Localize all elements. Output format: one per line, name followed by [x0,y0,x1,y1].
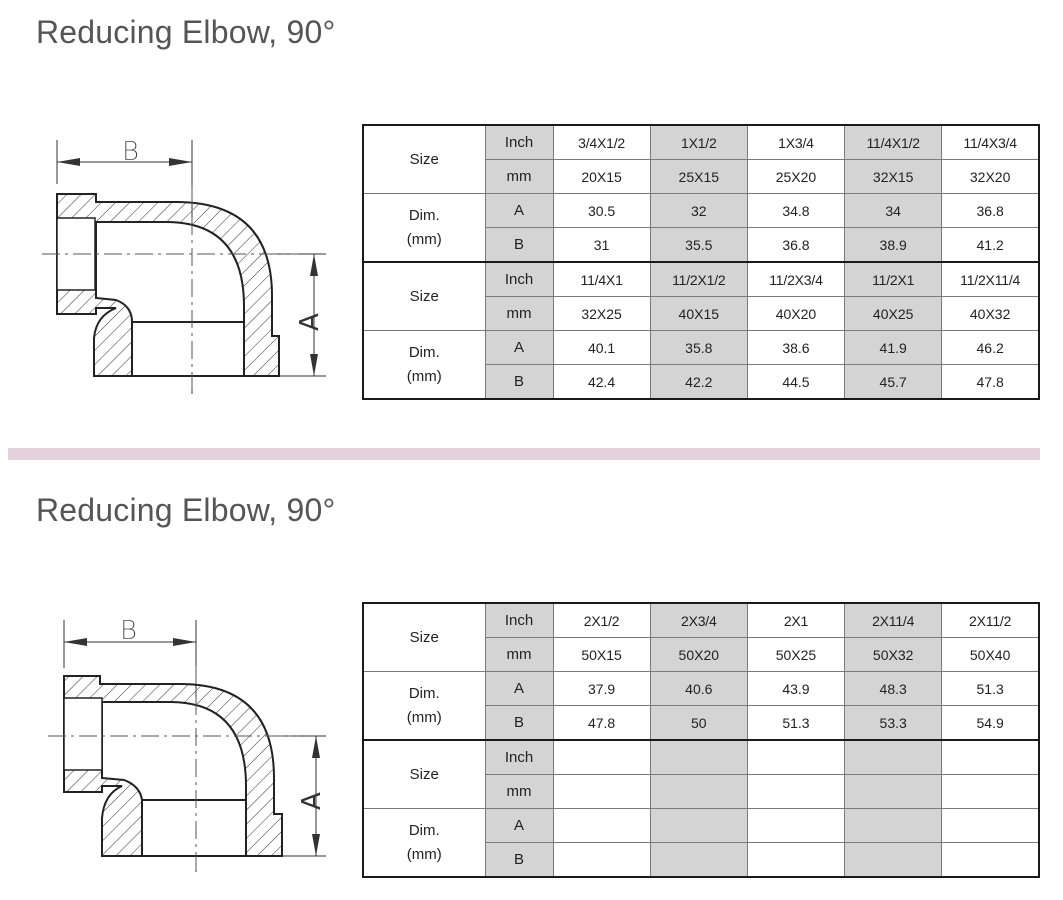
cell: 11/2X11/4 [942,262,1039,297]
cell: 44.5 [747,365,844,400]
cell: 2X3/4 [650,603,747,638]
dim-label: Dim. (mm) [363,331,485,400]
cell: 36.8 [942,194,1039,228]
cell: 32X20 [942,160,1039,194]
b-unit: B [485,706,553,741]
cell: 40X32 [942,297,1039,331]
cell: 11/2X3/4 [747,262,844,297]
size-label: Size [363,740,485,809]
cell: 36.8 [747,228,844,263]
cell [650,843,747,878]
dim-b-label: B [122,137,140,167]
b-unit: B [485,843,553,878]
cell [553,775,650,809]
table-row [363,331,1039,365]
b-unit: B [485,365,553,400]
cell: 40X15 [650,297,747,331]
cell: 40.1 [553,331,650,365]
cell: 40X25 [845,297,942,331]
size-label: Size [363,125,485,194]
cell [650,740,747,775]
cell: 2X11/4 [845,603,942,638]
cell: 38.6 [747,331,844,365]
cell: 32 [650,194,747,228]
cell: 25X20 [747,160,844,194]
cell [845,843,942,878]
cell: 32X15 [845,160,942,194]
cell: 40X20 [747,297,844,331]
cell: 43.9 [747,672,844,706]
cell [942,809,1039,843]
cell [845,809,942,843]
cell: 2X11/2 [942,603,1039,638]
inch-unit: Inch [485,740,553,775]
cell: 35.5 [650,228,747,263]
cell: 51.3 [942,672,1039,706]
cell: 54.9 [942,706,1039,741]
cell: 1X1/2 [650,125,747,160]
inch-unit: Inch [485,603,553,638]
inch-unit: Inch [485,262,553,297]
cell: 47.8 [553,706,650,741]
section-title: Reducing Elbow, 90° [36,492,336,528]
a-unit: A [485,672,553,706]
elbow-cross-section-drawing [36,610,356,880]
cell: 20X15 [553,160,650,194]
cell [747,740,844,775]
cell: 50X20 [650,638,747,672]
cell: 37.9 [553,672,650,706]
cell [942,775,1039,809]
mm-unit: mm [485,297,553,331]
cell: 35.8 [650,331,747,365]
dim-label: Dim. (mm) [363,809,485,878]
cell: 34.8 [747,194,844,228]
cell: 51.3 [747,706,844,741]
cell: 2X1 [747,603,844,638]
section-1 [0,0,1063,440]
cell: 40.6 [650,672,747,706]
cell: 11/2X1 [845,262,942,297]
dim-label: Dim. (mm) [363,194,485,263]
cell [747,775,844,809]
table-row [363,603,1039,638]
cell [845,775,942,809]
cell [553,843,650,878]
cell: 47.8 [942,365,1039,400]
section-2 [0,478,1063,900]
mm-unit: mm [485,775,553,809]
cell [650,809,747,843]
size-label: Size [363,262,485,331]
mm-unit: mm [485,638,553,672]
cell [942,843,1039,878]
cell: 31 [553,228,650,263]
cell: 11/4X1 [553,262,650,297]
section-title: Reducing Elbow, 90° [36,14,336,50]
cell: 50X32 [845,638,942,672]
section-divider [8,448,1040,460]
inch-unit: Inch [485,125,553,160]
table-row [363,740,1039,775]
a-unit: A [485,809,553,843]
dim-a-label: A [295,313,325,331]
cell: 41.9 [845,331,942,365]
table-row [363,672,1039,706]
cell: 32X25 [553,297,650,331]
cell [553,809,650,843]
cell: 46.2 [942,331,1039,365]
cell: 3/4X1/2 [553,125,650,160]
size-label: Size [363,603,485,672]
dim-a-label: A [297,792,327,810]
dim-label: Dim. (mm) [363,672,485,741]
cell: 42.4 [553,365,650,400]
cell: 34 [845,194,942,228]
cell [650,775,747,809]
cell: 11/4X1/2 [845,125,942,160]
cell: 41.2 [942,228,1039,263]
cell: 50 [650,706,747,741]
cell: 50X15 [553,638,650,672]
cell: 1X3/4 [747,125,844,160]
elbow-cross-section-drawing [36,126,356,396]
cell [942,740,1039,775]
cell: 11/4X3/4 [942,125,1039,160]
cell: 48.3 [845,672,942,706]
mm-unit: mm [485,160,553,194]
cell: 30.5 [553,194,650,228]
dim-b-label: B [120,616,138,646]
cell: 45.7 [845,365,942,400]
b-unit: B [485,228,553,263]
cell [845,740,942,775]
cell [747,809,844,843]
a-unit: A [485,194,553,228]
cell [553,740,650,775]
dimension-table [362,602,1040,878]
cell: 11/2X1/2 [650,262,747,297]
cell [747,843,844,878]
cell: 25X15 [650,160,747,194]
cell: 38.9 [845,228,942,263]
table-row [363,194,1039,228]
cell: 53.3 [845,706,942,741]
table-row [363,262,1039,297]
cell: 2X1/2 [553,603,650,638]
cell: 50X25 [747,638,844,672]
cell: 50X40 [942,638,1039,672]
table-row [363,809,1039,843]
table-row [363,125,1039,160]
cell: 42.2 [650,365,747,400]
dimension-table [362,124,1040,400]
a-unit: A [485,331,553,365]
